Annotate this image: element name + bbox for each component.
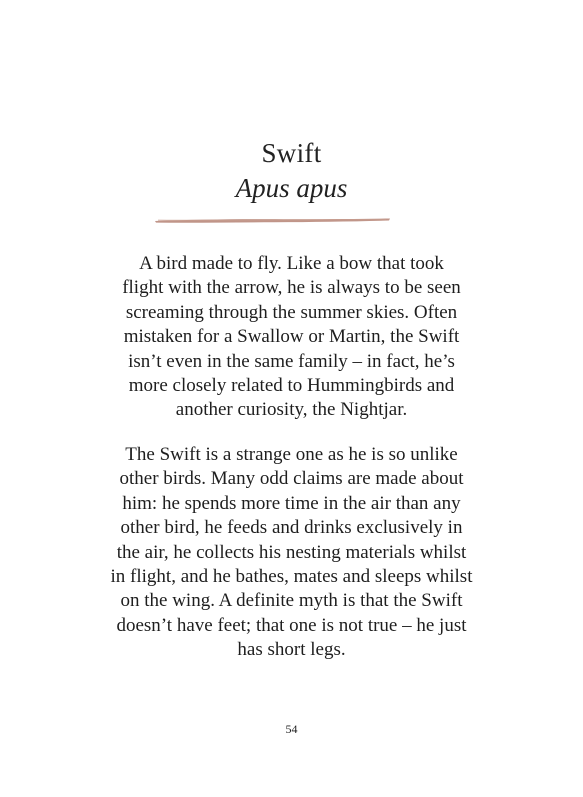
text-line: screaming through the summer skies. Often xyxy=(125,301,458,323)
page-number: 54 xyxy=(285,722,298,736)
text-line: mistaken for a Swallow or Martin, the Swift xyxy=(123,326,460,348)
text-line: on the wing. A definite myth is that the Swift xyxy=(120,590,463,612)
text-line: A bird made to fly. Like a bow that took xyxy=(139,253,444,274)
text-line: The Swift is a strange one as he is so unlike xyxy=(125,444,458,465)
text-line: more closely related to Hummingbirds and xyxy=(128,375,455,397)
text-line: isn’t even in the same family – in fact, he’s xyxy=(128,350,455,372)
text-line: another curiosity, the Nightjar. xyxy=(175,399,408,421)
text-line: him: he spends more time in the air than any xyxy=(122,492,461,514)
text-line: other birds. Many odd claims are made about xyxy=(119,468,464,490)
text-line: other bird, he feeds and drinks exclusively in xyxy=(120,517,463,539)
text-line: has short legs. xyxy=(237,639,346,661)
page-title: Swift xyxy=(261,138,322,168)
brush-divider xyxy=(154,214,391,226)
text-line: flight with the arrow, he is always to be seen xyxy=(122,277,461,299)
paragraph-intro xyxy=(76,252,507,423)
paragraph-facts xyxy=(76,443,507,663)
text-line: doesn’t have feet; that one is not true – he just xyxy=(116,614,467,636)
scientific-name: Apus apus xyxy=(235,173,348,203)
text-line: the air, he collects his nesting materials whilst xyxy=(116,541,467,563)
text-line: in flight, and he bathes, mates and sleeps whilst xyxy=(110,566,473,588)
